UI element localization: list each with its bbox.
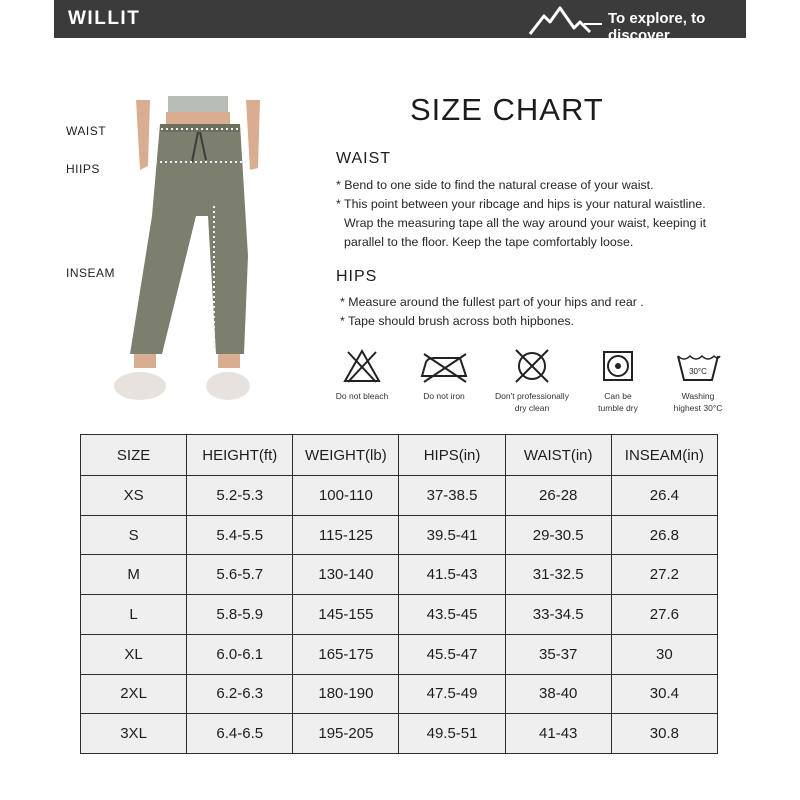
table-cell: 27.6 (611, 595, 717, 635)
care-no-bleach (322, 348, 402, 402)
table-cell: 26.4 (611, 476, 717, 516)
table-cell: L (81, 595, 187, 635)
waist-bullet-2-line-1: * This point between your ribcage and hips is your natural waistline. (336, 197, 706, 211)
label-waist: WAIST (66, 124, 107, 138)
table-row (81, 714, 718, 754)
care-caption: Do not bleach (335, 391, 389, 401)
table-cell: 30 (611, 634, 717, 674)
no-dry-clean-icon (512, 348, 552, 384)
care-caption: Do not iron (423, 391, 465, 401)
table-cell: 41-43 (505, 714, 611, 754)
wash-temp-label: 30°C (689, 367, 707, 376)
table-cell: 3XL (81, 714, 187, 754)
table-cell: 26-28 (505, 476, 611, 516)
table-cell: 5.2-5.3 (187, 476, 293, 516)
table-cell: 165-175 (293, 634, 399, 674)
table-row (81, 595, 718, 635)
table-cell: 47.5-49 (399, 674, 505, 714)
table-cell: 35-37 (505, 634, 611, 674)
waist-heading: WAIST (336, 150, 392, 167)
header-height: HEIGHT(ft) (187, 435, 293, 476)
table-row (81, 674, 718, 714)
table-cell: XL (81, 634, 187, 674)
table-row (81, 515, 718, 555)
header-banner (54, 0, 746, 44)
tumble-dry-icon (600, 348, 636, 384)
table-cell: 6.2-6.3 (187, 674, 293, 714)
table-cell: 5.4-5.5 (187, 515, 293, 555)
waist-bullet-2-line-3: parallel to the floor. Keep the tape comfortably loose. (344, 235, 634, 249)
table-cell: 38-40 (505, 674, 611, 714)
hips-bullet-1: * Measure around the fullest part of your hips and rear . (340, 295, 644, 309)
table-cell: 29-30.5 (505, 515, 611, 555)
table-cell: 6.4-6.5 (187, 714, 293, 754)
brand-name: WILLIT (68, 8, 141, 29)
waist-bullet-1: * Bend to one side to find the natural crease of your waist. (336, 178, 654, 192)
care-no-dry-clean (492, 348, 572, 414)
table-cell: 49.5-51 (399, 714, 505, 754)
size-chart-title: SIZE CHART (410, 92, 604, 127)
size-table-container (80, 434, 718, 754)
table-cell: 6.0-6.1 (187, 634, 293, 674)
table-row (81, 555, 718, 595)
care-caption-2: dry clean (514, 403, 550, 413)
table-cell: 33-34.5 (505, 595, 611, 635)
care-wash-30 (658, 348, 738, 414)
table-cell: 5.8-5.9 (187, 595, 293, 635)
table-cell: 180-190 (293, 674, 399, 714)
hips-bullet-2: * Tape should brush across both hipbones. (340, 314, 574, 328)
table-cell: XS (81, 476, 187, 516)
care-caption-2: highest 30°C (673, 403, 723, 413)
header-inseam: INSEAM(in) (611, 435, 717, 476)
table-cell: S (81, 515, 187, 555)
table-cell: 45.5-47 (399, 634, 505, 674)
table-row (81, 634, 718, 674)
table-header-row (81, 435, 718, 476)
table-cell: 115-125 (293, 515, 399, 555)
care-no-iron (404, 348, 484, 402)
mountain-icon (528, 4, 604, 36)
care-caption: Don't professionally (495, 391, 569, 401)
model-figure (100, 96, 290, 406)
table-cell: 30.4 (611, 674, 717, 714)
care-tumble-dry (578, 348, 658, 414)
label-inseam: INSEAM (66, 266, 116, 280)
table-cell: 195-205 (293, 714, 399, 754)
table-cell: 30.8 (611, 714, 717, 754)
label-hips: HIIPS (66, 162, 100, 176)
table-cell: 5.6-5.7 (187, 555, 293, 595)
table-cell: M (81, 555, 187, 595)
table-cell: 37-38.5 (399, 476, 505, 516)
table-cell: 130-140 (293, 555, 399, 595)
table-cell: 39.5-41 (399, 515, 505, 555)
table-cell: 2XL (81, 674, 187, 714)
header-weight: WEIGHT(lb) (293, 435, 399, 476)
table-cell: 41.5-43 (399, 555, 505, 595)
tagline: To explore, to discover (608, 10, 706, 44)
care-caption-2: tumble dry (598, 403, 638, 413)
no-iron-icon (416, 348, 472, 384)
table-cell: 43.5-45 (399, 595, 505, 635)
table-cell: 145-155 (293, 595, 399, 635)
table-row (81, 476, 718, 516)
header-hips: HIPS(in) (399, 435, 505, 476)
table-cell: 100-110 (293, 476, 399, 516)
table-cell: 31-32.5 (505, 555, 611, 595)
table-cell: 27.2 (611, 555, 717, 595)
care-caption: Can be (604, 391, 632, 401)
hips-heading: HIPS (336, 268, 378, 285)
waist-bullet-2-line-2: Wrap the measuring tape all the way around your waist, keeping it (344, 216, 707, 230)
care-caption: Washing (681, 391, 715, 401)
header-waist: WAIST(in) (505, 435, 611, 476)
header-size: SIZE (81, 435, 187, 476)
no-bleach-icon (342, 348, 382, 384)
size-table (80, 434, 718, 754)
table-cell: 26.8 (611, 515, 717, 555)
wash-30-icon (674, 348, 722, 384)
